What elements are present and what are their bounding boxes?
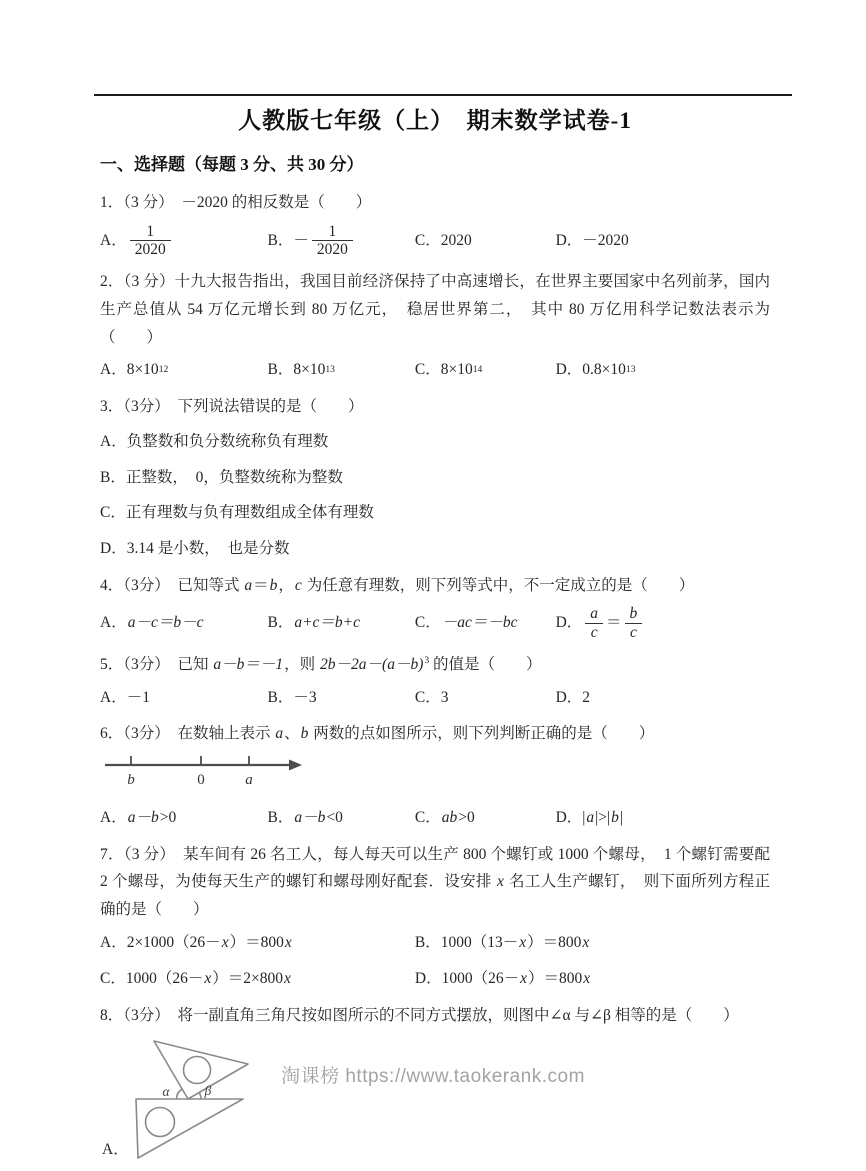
question-4-option-a: A． a－c＝b－c xyxy=(100,614,204,632)
label-a: a xyxy=(245,771,253,788)
question-1-option-c: C．2020 xyxy=(414,231,472,249)
question-2-option-c: C．8×10 14 xyxy=(414,361,483,379)
alpha-label: α xyxy=(162,1084,170,1100)
question-4-stem: 4．（3分） 已知等式 a＝b，c 为任意有理数，则下列等式中，不一定成立的是（ ） xyxy=(100,576,695,594)
number-line-figure xyxy=(102,750,312,790)
question-6-option-a: A． a－b >0 xyxy=(100,809,177,827)
question-6 xyxy=(100,720,770,832)
question-4-option-b: B． a+c＝b+c xyxy=(267,614,361,632)
section-heading: 一、选择题（每题 3 分、共 30 分） xyxy=(100,154,364,174)
question-7-option-a: A．2×1000（26－ x ）＝800 x xyxy=(100,933,292,951)
question-5-option-c: C．3 xyxy=(414,688,449,706)
question-3-stem: 3．（3分） 下列说法错误的是（ ） xyxy=(100,397,364,415)
header-rule xyxy=(94,94,792,96)
footer-watermark: 淘课榜 https://www.taokerank.com xyxy=(281,1066,585,1087)
page-title: 人教版七年级（上） 期末数学试卷-1 xyxy=(238,108,632,133)
question-3-options xyxy=(100,428,770,562)
question-1-options xyxy=(100,222,770,260)
question-7-stem: 7．（3 分） 某车间有 26 名工人，每人每天可以生产 800 个螺钉或 1000 个螺母， 1 个螺钉需要配 2 个螺母，为使每天生产的螺钉和螺母刚好配套．设安排 x 名工人生产螺钉， 则下面所列方程正确的是（ ） xyxy=(100,845,774,918)
question-2-options xyxy=(100,356,770,384)
question-5-option-d: D．2 xyxy=(555,688,591,706)
question-4 xyxy=(100,572,770,642)
lower-triangle-hole xyxy=(146,1108,175,1137)
triangle-ruler-figure-wrap xyxy=(102,1033,770,1171)
triangle-ruler-figure xyxy=(116,1033,296,1171)
question-3 xyxy=(100,393,770,563)
question-4-options xyxy=(100,604,770,642)
question-3-option-c: C．正有理数与负有理数组成全体有理数 xyxy=(100,504,374,522)
question-1 xyxy=(100,189,770,259)
question-7-option-b: B．1000（13－ x ）＝800 x xyxy=(414,933,590,951)
question-8-stem: 8．（3分） 将一副直角三角尺按如图所示的不同方式摆放，则图中∠α 与∠β 相等的是（ ） xyxy=(100,1006,739,1024)
question-5-options xyxy=(100,684,770,712)
question-2-option-a: A．8×10 12 xyxy=(100,361,169,379)
lower-triangle xyxy=(136,1099,243,1158)
question-1-option-a: A． $\frac{1}{2020}$ xyxy=(100,222,268,260)
question-5-option-b: B．－3 xyxy=(267,688,317,706)
question-3-option-d: D．3.14 是小数， 也是分数 xyxy=(100,540,290,558)
question-7-option-c: C．1000（26－ x ）＝2×800 x xyxy=(100,970,291,988)
question-3-option-b: B．正整数， 0，负整数统称为整数 xyxy=(100,468,343,486)
question-8-figure-option-label: A． xyxy=(102,1140,129,1158)
question-6-option-d: D．| a |>| b | xyxy=(555,809,623,827)
label-zero: 0 xyxy=(197,771,205,788)
number-line-figure-wrap xyxy=(102,750,770,800)
question-1-option-d: D．－2020 xyxy=(555,231,629,249)
question-6-options xyxy=(100,804,770,832)
beta-label: β xyxy=(204,1083,212,1099)
question-5-option-a: A．－1 xyxy=(100,688,150,706)
question-7-option-d: D．1000（26－ x ）＝800 x xyxy=(414,970,591,988)
question-4-option-c: C． －ac＝－bc xyxy=(414,614,518,632)
question-5-stem: 5．（3分） 已知 a－b＝－1，则 $2b-2a-(a-b)^3$ 的值是（ ） xyxy=(100,654,542,673)
question-7-options xyxy=(100,929,770,993)
question-2-option-d: D．0.8×10 13 xyxy=(555,361,636,379)
label-b: b xyxy=(127,771,135,788)
question-7 xyxy=(100,841,774,993)
question-1-option-b: B．－ $\frac{1}{2020}$ xyxy=(268,222,415,260)
question-6-stem: 6．（3分） 在数轴上表示 a、b 两数的点如图所示，则下列判断正确的是（ ） xyxy=(100,725,655,743)
question-5 xyxy=(100,651,770,711)
question-1-stem: 1．（3 分） －2020 的相反数是（ ） xyxy=(100,194,372,212)
question-2 xyxy=(100,268,770,383)
question-2-stem: 2．（3 分）十九大报告指出，我国目前经济保持了中高速增长，在世界主要国家中名列前茅，国内生产总值从 54 万亿元增长到 80 万亿元， 稳居世界第二， 其中 80 万亿用科学记数法表示为（ ） xyxy=(100,273,770,346)
question-6-option-b: B． a－b <0 xyxy=(267,809,343,827)
question-6-option-c: C． ab >0 xyxy=(414,809,475,827)
question-3-option-a: A．负整数和负分数统称负有理数 xyxy=(100,433,329,451)
question-4-option-d: D． $\frac{a}{c}$ ＝ $\frac{b}{c}$ xyxy=(556,604,770,642)
number-line-arrowhead xyxy=(289,759,302,770)
question-2-option-b: B．8×10 13 xyxy=(267,361,335,379)
